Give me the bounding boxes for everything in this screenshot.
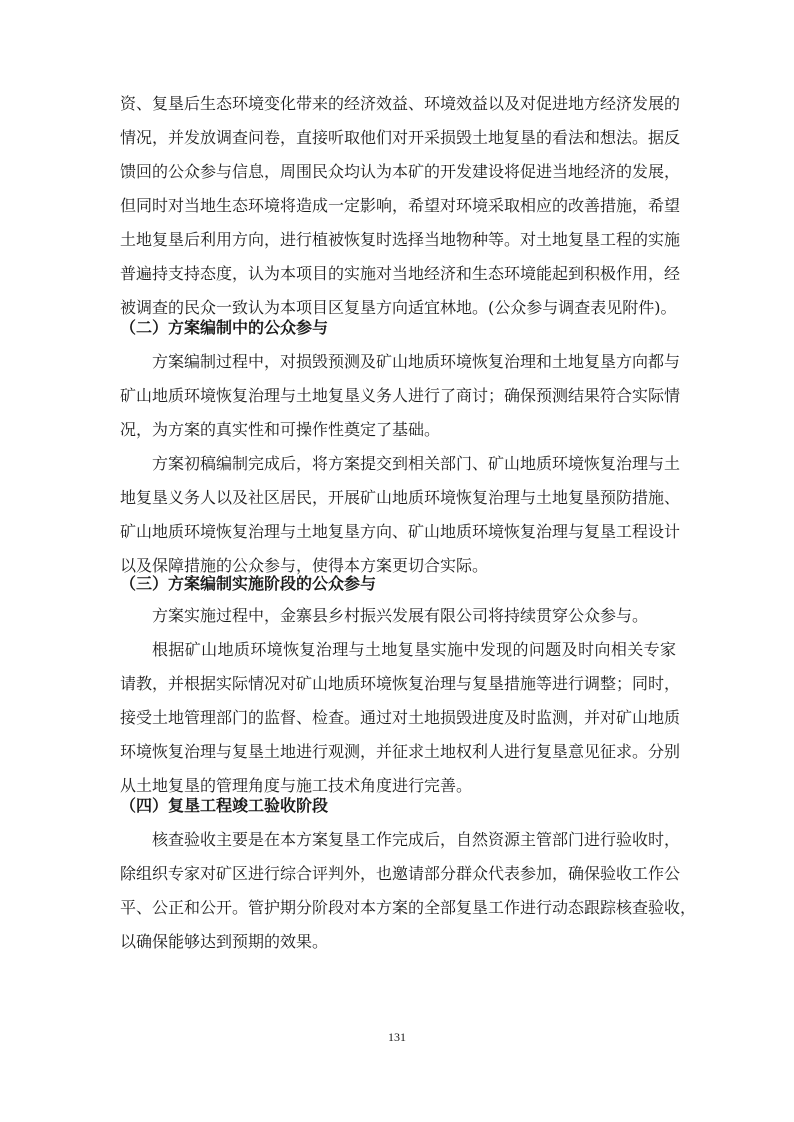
paragraph-line: 核查验收主要是在本方案复垦工作完成后，自然资源主管部门进行验收时， (152, 830, 681, 849)
paragraph-line: 矿山地质环境恢复治理与土地复垦方向、矿山地质环境恢复治理与复垦工程设计 (120, 522, 681, 541)
paragraph-line: 方案初稿编制完成后，将方案提交到相关部门、矿山地质环境恢复治理与土 (152, 454, 681, 473)
paragraph-line: 根据矿山地质环境恢复治理与土地复垦实施中发现的问题及时向相关专家 (152, 640, 676, 659)
paragraph-line: 矿山地质环境恢复治理与土地复垦义务人进行了商讨；确保预测结果符合实际情 (120, 386, 681, 405)
paragraph-line: 方案编制过程中，对损毁预测及矿山地质环境恢复治理和土地复垦方向都与 (152, 352, 681, 371)
paragraph-line: 被调查的民众一致认为本项目区复垦方向适宜林地。(公众参与调查表见附件)。 (120, 298, 677, 317)
paragraph-line: 接受土地管理部门的监督、检查。通过对土地损毁进度及时监测，并对矿山地质 (120, 708, 681, 727)
paragraph-line: 从土地复垦的管理角度与施工技术角度进行完善。 (120, 776, 473, 795)
paragraph-line: 平、公正和公开。管护期分阶段对本方案的全部复垦工作进行动态跟踪核查验收， (120, 898, 697, 917)
page-number: 131 (388, 1030, 406, 1044)
paragraph-line: 以及保障措施的公众参与，使得本方案更切合实际。 (120, 556, 489, 575)
paragraph-line: 土地复垦后利用方向，进行植被恢复时选择当地物种等。对土地复垦工程的实施 (120, 230, 681, 249)
paragraph-line: 资、复垦后生态环境变化带来的经济效益、环境效益以及对促进地方经济发展的 (120, 94, 681, 113)
paragraph-line: 请教，并根据实际情况对矿山地质环境恢复治理与复垦措施等进行调整；同时， (120, 674, 681, 693)
section-heading-2: （二）方案编制中的公众参与 (120, 318, 329, 337)
paragraph-line: 普遍持支持态度，认为本项目的实施对当地经济和生态环境能起到积极作用，经 (120, 264, 681, 283)
paragraph-line: 除组织专家对矿区进行综合评判外，也邀请部分群众代表参加，确保验收工作公 (120, 864, 681, 883)
paragraph-line: 情况，并发放调查问卷，直接听取他们对开采损毁土地复垦的看法和想法。据反 (120, 128, 681, 147)
paragraph-line: 以确保能够达到预期的效果。 (120, 932, 329, 951)
paragraph-line: 况，为方案的真实性和可操作性奠定了基础。 (120, 420, 441, 439)
section-heading-4: （四）复垦工程竣工验收阶段 (120, 796, 329, 815)
paragraph-line: 馈回的公众参与信息，周围民众均认为本矿的开发建设将促进当地经济的发展， (120, 162, 681, 181)
section-heading-3: （三）方案编制实施阶段的公众参与 (120, 574, 377, 593)
paragraph-line: 地复垦义务人以及社区居民，开展矿山地质环境恢复治理与土地复垦预防措施、 (120, 488, 681, 507)
paragraph-line: 但同时对当地生态环境将造成一定影响，希望对环境采取相应的改善措施，希望 (120, 196, 681, 215)
paragraph-line: 方案实施过程中，金寨县乡村振兴发展有限公司将持续贯穿公众参与。 (152, 606, 649, 625)
paragraph-line: 环境恢复治理与复垦土地进行观测，并征求土地权利人进行复垦意见征求。分别 (120, 742, 681, 761)
